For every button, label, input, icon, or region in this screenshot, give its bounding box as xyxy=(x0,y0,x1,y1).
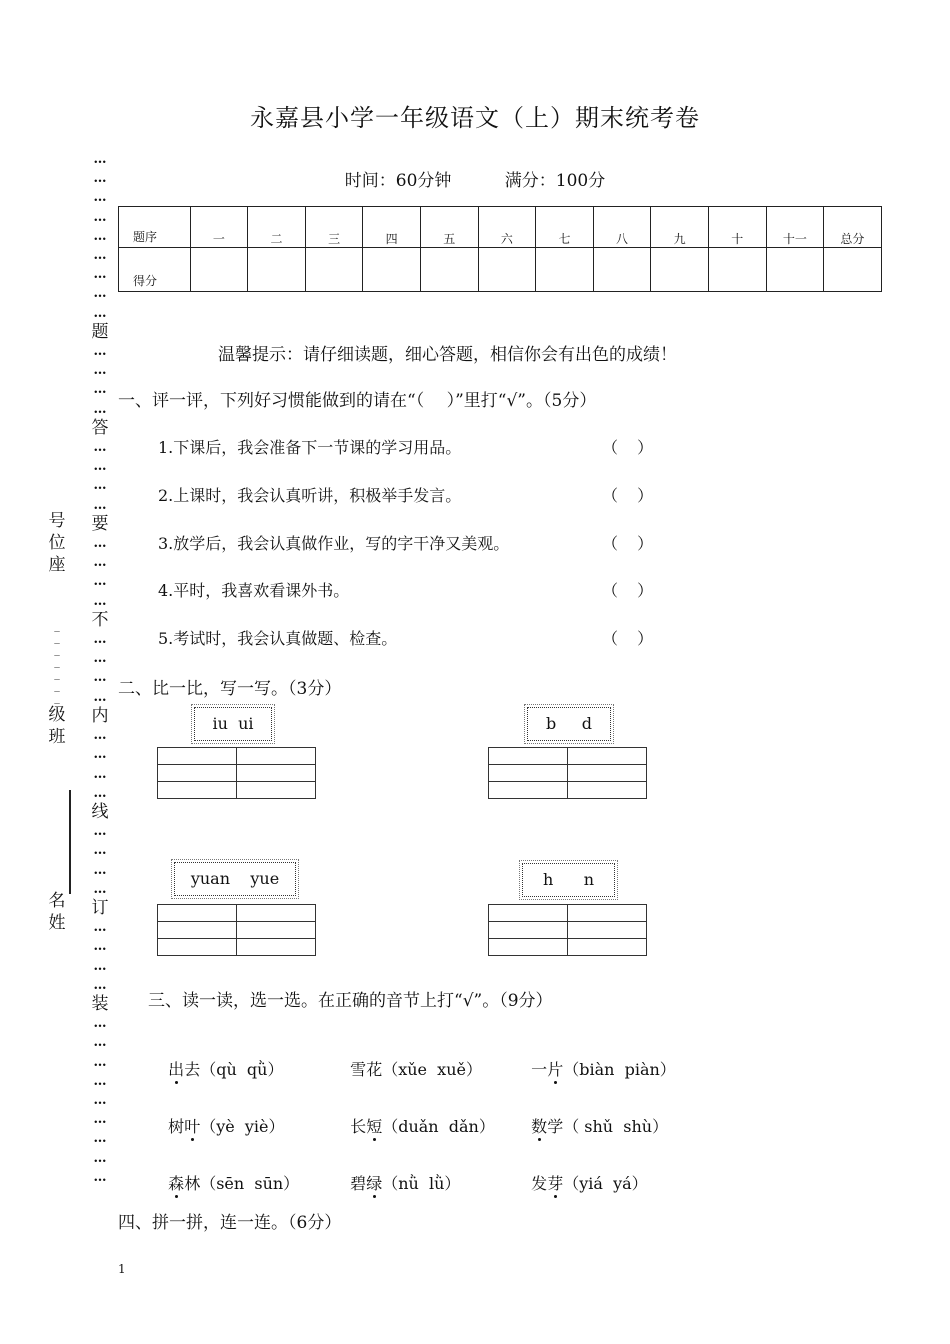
pinyin-options[interactable]: （biàn piàn） xyxy=(563,1060,676,1079)
seat-char: 位 xyxy=(48,533,66,553)
score-cell[interactable] xyxy=(420,248,478,292)
binding-dot: … xyxy=(93,497,107,513)
binding-dot: … xyxy=(93,1131,107,1147)
binding-dot: … xyxy=(93,1054,107,1070)
binding-dot: … xyxy=(93,228,107,244)
section-1-item: 1.下课后，我会准备下一节课的学习用品。 xyxy=(158,438,462,457)
pinyin-options[interactable]: （yiá yá） xyxy=(563,1174,648,1193)
pinyin-choice xyxy=(158,1038,283,1080)
score-cell[interactable] xyxy=(708,248,766,292)
binding-dot: … xyxy=(93,766,107,782)
binding-dot: … xyxy=(93,689,107,705)
score-cell[interactable] xyxy=(363,248,421,292)
answer-paren[interactable]: （ ） xyxy=(602,629,654,648)
score-table-col: 二 xyxy=(248,207,306,248)
binding-dot: … xyxy=(93,728,107,744)
class-char: 班 xyxy=(48,727,66,747)
word-char-dotted: 数 xyxy=(531,1117,548,1136)
score-cell[interactable] xyxy=(824,248,882,292)
binding-word: 要 xyxy=(91,513,109,534)
binding-dot: … xyxy=(93,862,107,878)
binding-dot: … xyxy=(93,248,107,264)
answer-paren[interactable]: （ ） xyxy=(602,438,654,457)
answer-paren[interactable]: （ ） xyxy=(602,534,654,553)
score-cell[interactable] xyxy=(766,248,824,292)
binding-dot: … xyxy=(93,651,107,667)
pinyin-choice xyxy=(521,1038,676,1080)
binding-dot: … xyxy=(93,593,107,609)
section-3-title: 三、读一读，选一选。在正确的音节上打“√”。（9分） xyxy=(148,991,553,1011)
score-table-col: 三 xyxy=(305,207,363,248)
binding-dot: … xyxy=(93,267,107,283)
binding-dot: … xyxy=(93,1092,107,1108)
binding-dot: … xyxy=(93,459,107,475)
pinyin-choice xyxy=(158,1152,299,1194)
binding-dot: … xyxy=(93,843,107,859)
score-cell[interactable] xyxy=(536,248,594,292)
section-4-title: 四、拼一拼，连一连。（6分） xyxy=(118,1213,342,1233)
score-table-col: 总分 xyxy=(824,207,882,248)
writing-grid[interactable] xyxy=(157,747,316,799)
binding-dot: … xyxy=(93,1073,107,1089)
section-1-item: 5.考试时，我会认真做题、检查。 xyxy=(158,629,398,648)
binding-word: 装 xyxy=(91,993,109,1014)
binding-dot: … xyxy=(93,958,107,974)
binding-dot: … xyxy=(93,1112,107,1128)
binding-dot: … xyxy=(93,977,107,993)
exam-full-score: 满分：100分 xyxy=(504,171,606,191)
section-1-title: 一、评一评，下列好习惯能做到的请在“（ ）”里打“√”。（5分） xyxy=(118,391,597,411)
pinyin-options[interactable]: （yè yiè） xyxy=(200,1117,285,1136)
binding-dot: … xyxy=(93,1150,107,1166)
word-char: 碧 xyxy=(350,1174,367,1193)
section-1-item: 2.上课时，我会认真听讲，积极举手发言。 xyxy=(158,486,462,505)
pinyin-compare-box: b d xyxy=(527,707,611,741)
binding-dot: … xyxy=(93,344,107,360)
binding-dot: … xyxy=(93,190,107,206)
pinyin-compare-box: yuan yue xyxy=(174,862,296,896)
score-table-header-label: 题序 xyxy=(119,207,191,248)
binding-dot: … xyxy=(93,209,107,225)
binding-dot: … xyxy=(93,152,107,167)
pinyin-choice xyxy=(158,1095,285,1137)
word-char: 树 xyxy=(168,1117,185,1136)
name-char: 名 xyxy=(48,891,66,911)
class-char: 级 xyxy=(48,705,66,725)
binding-dot: … xyxy=(93,286,107,302)
word-char: 学 xyxy=(547,1117,564,1136)
binding-dot: … xyxy=(93,382,107,398)
page-number: 1 xyxy=(118,1262,126,1276)
binding-word: 线 xyxy=(91,801,109,822)
binding-dot: … xyxy=(93,478,107,494)
word-char-dotted: 绿 xyxy=(366,1174,383,1193)
word-char-dotted: 森 xyxy=(168,1174,185,1193)
word-char: 花 xyxy=(366,1060,383,1079)
binding-dot: … xyxy=(93,574,107,590)
score-table-col: 九 xyxy=(651,207,709,248)
score-cell[interactable] xyxy=(248,248,306,292)
word-char: 林 xyxy=(184,1174,201,1193)
binding-dot: … xyxy=(93,1035,107,1051)
binding-word: 答 xyxy=(91,417,109,438)
score-cell[interactable] xyxy=(651,248,709,292)
pinyin-choice xyxy=(340,1095,495,1137)
word-char-dotted: 短 xyxy=(366,1117,383,1136)
score-cell[interactable] xyxy=(593,248,651,292)
score-table-col: 五 xyxy=(420,207,478,248)
score-table-col: 四 xyxy=(363,207,421,248)
binding-word: 订 xyxy=(91,897,109,918)
exam-title: 永嘉县小学一年级语文（上）期末统考卷 xyxy=(250,104,700,132)
class-label: _ _ _ _ _ _ _ 级 班 xyxy=(46,620,68,748)
binding-dot: … xyxy=(93,824,107,840)
score-table-col: 十一 xyxy=(766,207,824,248)
binding-dot: … xyxy=(93,881,107,897)
word-char-dotted: 芽 xyxy=(547,1174,564,1193)
word-char: 发 xyxy=(531,1174,548,1193)
pinyin-choice xyxy=(521,1152,648,1194)
word-char: 去 xyxy=(184,1060,201,1079)
pinyin-compare-box: iu ui xyxy=(194,707,272,741)
pinyin-options[interactable]: （ shǔ shù） xyxy=(563,1117,669,1136)
score-cell[interactable] xyxy=(305,248,363,292)
pinyin-compare-box: h n xyxy=(522,863,615,897)
word-char-dotted: 叶 xyxy=(184,1117,201,1136)
score-table-col: 七 xyxy=(536,207,594,248)
word-char-dotted: 出 xyxy=(168,1060,185,1079)
binding-dot: … xyxy=(93,305,107,321)
binding-dot: … xyxy=(93,785,107,801)
score-table-col: 十 xyxy=(708,207,766,248)
score-table-row-label: 得分 xyxy=(119,248,191,292)
score-table-col: 一 xyxy=(190,207,248,248)
section-1-item: 4.平时，我喜欢看课外书。 xyxy=(158,581,350,600)
pinyin-choice xyxy=(521,1095,668,1137)
exam-time: 时间：60分钟 xyxy=(344,171,452,191)
word-char: 长 xyxy=(350,1117,367,1136)
binding-dot: … xyxy=(93,536,107,552)
seat-number-label xyxy=(46,510,68,576)
name-char: 姓 xyxy=(48,913,66,933)
name-label xyxy=(46,890,68,934)
pinyin-choice xyxy=(340,1038,482,1080)
warm-tip: 温馨提示：请仔细读题，细心答题，相信你会有出色的成绩！ xyxy=(218,345,677,365)
binding-word: 内 xyxy=(91,705,109,726)
seat-char: 座 xyxy=(48,555,66,575)
word-char-dotted: 片 xyxy=(547,1060,564,1079)
exam-info xyxy=(0,166,950,191)
binding-dot: … xyxy=(93,632,107,648)
binding-dot: … xyxy=(93,1169,107,1185)
seat-char: 号 xyxy=(48,511,66,531)
binding-dot: … xyxy=(93,920,107,936)
binding-dot: … xyxy=(93,363,107,379)
binding-dot: … xyxy=(93,747,107,763)
writing-grid[interactable] xyxy=(157,904,316,956)
binding-word: 不 xyxy=(91,609,109,630)
name-underline xyxy=(69,790,71,894)
score-cell[interactable] xyxy=(478,248,536,292)
pinyin-options[interactable]: （sēn sūn） xyxy=(200,1174,300,1193)
score-table xyxy=(118,206,882,292)
binding-word: 题 xyxy=(91,321,109,342)
pinyin-options[interactable]: （nǜ lǜ） xyxy=(382,1174,461,1193)
answer-paren[interactable]: （ ） xyxy=(602,486,654,505)
section-1-item: 3.放学后，我会认真做作业，写的字干净又美观。 xyxy=(158,534,510,553)
score-table-col: 六 xyxy=(478,207,536,248)
score-cell[interactable] xyxy=(190,248,248,292)
answer-paren[interactable]: （ ） xyxy=(602,581,654,600)
pinyin-options[interactable]: （xǔe xuě） xyxy=(382,1060,482,1079)
pinyin-options[interactable]: （duǎn dǎn） xyxy=(382,1117,495,1136)
binding-dotted-line xyxy=(88,150,112,1187)
binding-dot: … xyxy=(93,555,107,571)
word-char: 一 xyxy=(531,1060,548,1079)
binding-dot: … xyxy=(93,171,107,187)
word-char: 雪 xyxy=(350,1060,367,1079)
pinyin-options[interactable]: （qù qǜ） xyxy=(200,1060,284,1079)
binding-dot: … xyxy=(93,1016,107,1032)
binding-dot: … xyxy=(93,670,107,686)
section-2-title: 二、比一比，写一写。（3分） xyxy=(118,679,342,699)
binding-dot: … xyxy=(93,939,107,955)
writing-grid[interactable] xyxy=(488,904,647,956)
writing-grid[interactable] xyxy=(488,747,647,799)
binding-dot: … xyxy=(93,401,107,417)
binding-dot: … xyxy=(93,440,107,456)
pinyin-choice xyxy=(340,1152,460,1194)
score-table-col: 八 xyxy=(593,207,651,248)
